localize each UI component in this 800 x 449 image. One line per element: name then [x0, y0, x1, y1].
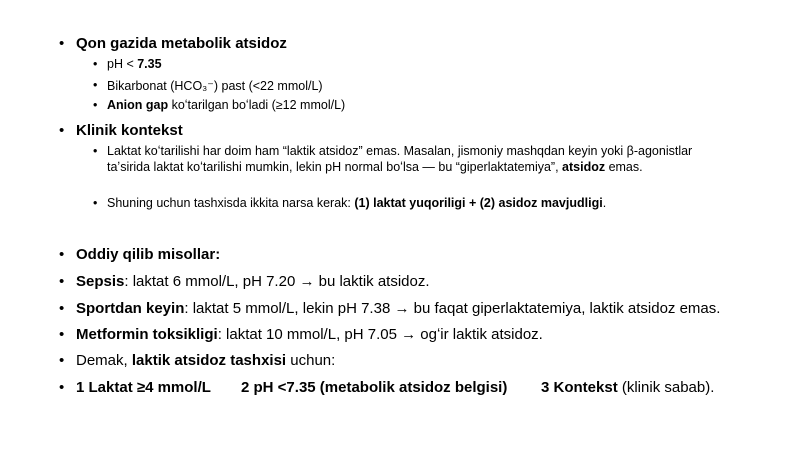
criteria-row: [59, 379, 211, 396]
bullet-icon: •: [59, 379, 65, 396]
example-metformin: • Metformin toksikligi: laktat 10 mmol/L, pH 7.05 → ogʻir laktik atsidoz.: [59, 326, 543, 343]
bullet-icon: •: [93, 98, 98, 112]
bullet-icon: •: [59, 300, 65, 317]
bullet-icon: •: [93, 57, 98, 71]
criterion-context: 3 Kontekst (klinik sabab).: [541, 379, 715, 396]
bullet-icon: •: [59, 122, 65, 139]
bullet-icon: •: [59, 273, 65, 290]
bullet-icon: •: [59, 246, 65, 263]
section-heading-blood-gas: [59, 35, 287, 52]
conclusion: • Demak, laktik atsidoz tashxisi uchun:: [59, 352, 336, 369]
heading-text: Klinik kontekst: [76, 122, 183, 139]
criterion-ph: 2 pH <7.35 (metabolik atsidoz belgisi): [241, 379, 508, 396]
examples-heading: • Oddiy qilib misollar:: [59, 246, 221, 263]
heading-text: Qon gazida metabolik atsidoz: [76, 35, 287, 52]
bullet-icon: •: [93, 144, 98, 158]
bullet-icon: •: [59, 326, 65, 343]
example-sport: • Sportdan keyin: laktat 5 mmol/L, lekin pH 7.38 → bu faqat giperlaktatemiya, laktik atsidoz emas.: [59, 300, 721, 317]
bullet-icon: •: [93, 78, 98, 92]
list-item-bicarbonate: • Bikarbonat (HCO₃⁻) past (<22 mmol/L): [93, 78, 323, 93]
example-sepsis: • Sepsis: laktat 6 mmol/L, pH 7.20 → bu laktik atsidoz.: [59, 273, 430, 290]
list-item-diagnosis-needs: • Shuning uchun tashxisda ikkita narsa kerak: (1) laktat yuqoriligi + (2) asidoz mavjudligi.: [93, 196, 607, 210]
list-item-ph: • pH < 7.35: [93, 57, 162, 71]
criterion-lactate: 1 Laktat ≥4 mmol/L: [76, 379, 211, 396]
bullet-icon: •: [59, 352, 65, 369]
list-item-lactate-note: • Laktat koʻtarilishi har doim ham “laktik atsidoz” emas. Masalan, jismoniy mashqdan keyin yoki β-agonistlar taʼsirida laktat koʻtarilishi mumkin, lekin pH normal boʻlsa — bu “giperlaktatemiya”, atsidoz emas.: [93, 144, 693, 174]
bullet-icon: •: [93, 196, 98, 210]
section-heading-clinical-context: [59, 122, 183, 139]
list-item-anion-gap: • Anion gap koʻtarilgan boʻladi (≥12 mmol/L): [93, 98, 346, 112]
bullet-icon: •: [59, 35, 65, 52]
